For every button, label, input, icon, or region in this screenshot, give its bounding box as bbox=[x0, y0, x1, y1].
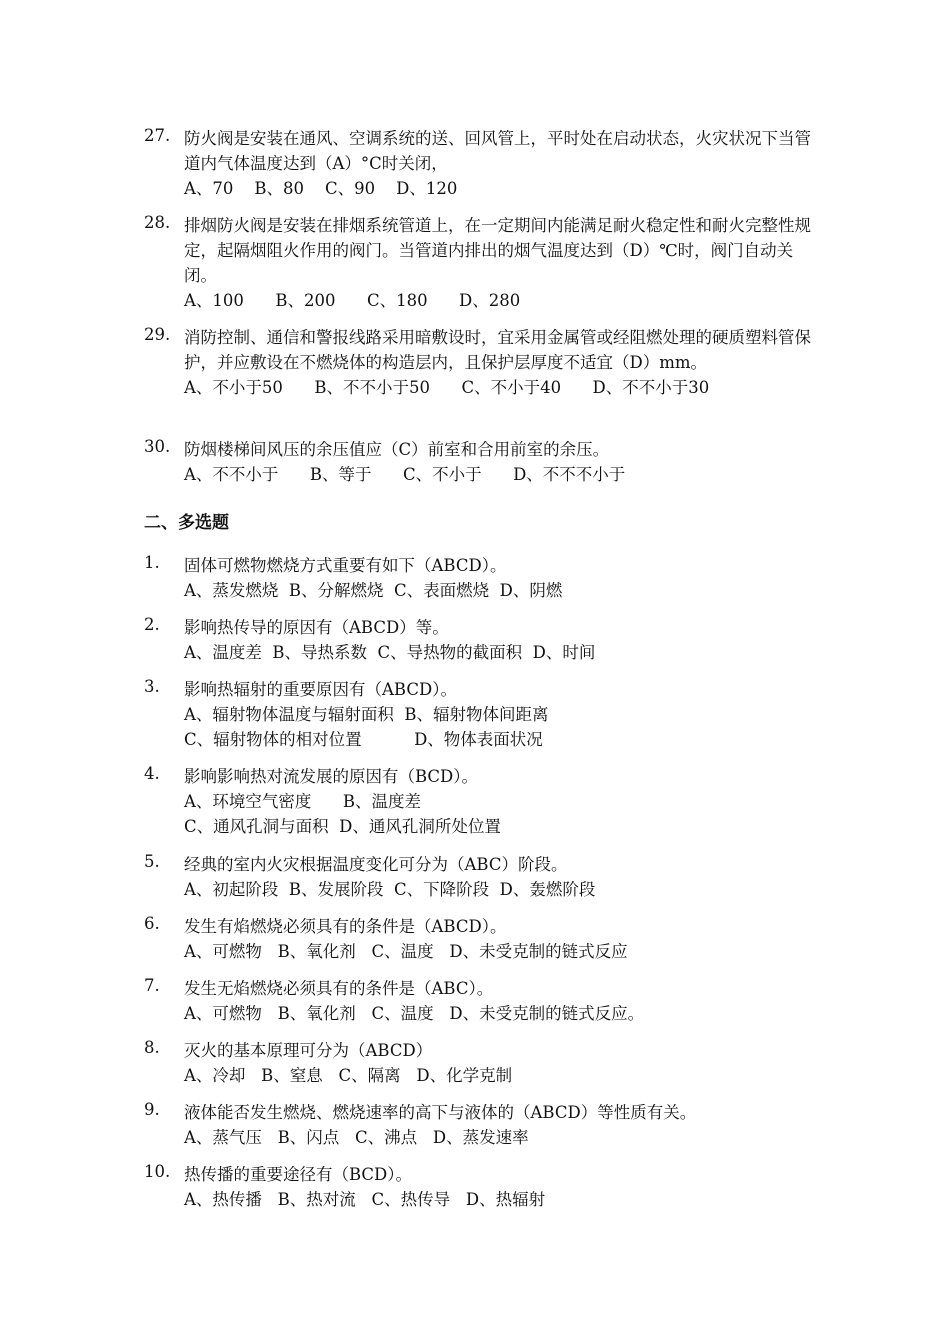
question-number: 9. bbox=[144, 1100, 160, 1119]
question-text: 消防控制、通信和警报线路采用暗敷设时，宜采用金属管或经阻燃处理的硬质塑料管保护，并应敷设在不燃烧体的构造层内，且保护层厚度不适宜（D）mm。 bbox=[184, 328, 811, 372]
question-text: 发生无焰燃烧必须具有的条件是（ABC）。 bbox=[184, 979, 494, 998]
question-options: A、70 B、80 C、90 D、120 bbox=[184, 179, 458, 198]
question-text: 发生有焰燃烧必须具有的条件是（ABCD）。 bbox=[184, 917, 507, 936]
question-number: 7. bbox=[144, 976, 160, 995]
question-text: 液体能否发生燃烧、燃烧速率的高下与液体的（ABCD）等性质有关。 bbox=[184, 1103, 697, 1122]
question-number: 5. bbox=[144, 852, 160, 871]
question-number: 10. bbox=[144, 1162, 171, 1181]
multi-question-3 bbox=[144, 677, 824, 752]
question-options: A、初起阶段 B、发展阶段 C、下降阶段 D、轰燃阶段 bbox=[184, 880, 596, 899]
question-options: A、热传播 B、热对流 C、热传导 D、热辐射 bbox=[184, 1190, 546, 1209]
multi-question-1 bbox=[144, 553, 824, 603]
question-options: A、不小于50 B、不不小于50 C、不小于40 D、不不小于30 bbox=[184, 378, 710, 397]
multi-question-5 bbox=[144, 852, 824, 902]
question-options: C、通风孔洞与面积 D、通风孔洞所处位置 bbox=[184, 817, 501, 836]
question-number: 2. bbox=[144, 615, 160, 634]
question-options: A、蒸发燃烧 B、分解燃烧 C、表面燃烧 D、阴燃 bbox=[184, 581, 563, 600]
question-options: C、辐射物体的相对位置 D、物体表面状况 bbox=[184, 730, 543, 749]
question-number: 30. bbox=[144, 437, 171, 456]
question-options: A、冷却 B、窒息 C、隔离 D、化学克制 bbox=[184, 1066, 513, 1085]
question-text: 灭火的基本原理可分为（ABCD） bbox=[184, 1041, 433, 1060]
question-options: A、环境空气密度 B、温度差 bbox=[184, 792, 422, 811]
question-text: 防火阀是安装在通风、空调系统的送、回风管上，平时处在启动状态，火灾状况下当管道内气体温度达到（A）°C时关闭， bbox=[184, 129, 811, 173]
multi-question-2 bbox=[144, 615, 824, 665]
question-text: 固体可燃物燃烧方式重要有如下（ABCD）。 bbox=[184, 556, 507, 575]
question-number: 1. bbox=[144, 553, 160, 572]
question-number: 8. bbox=[144, 1038, 160, 1057]
question-options: A、不不小于 B、等于 C、不小于 D、不不不小于 bbox=[184, 465, 626, 484]
multi-question-9 bbox=[144, 1100, 824, 1150]
section-heading: 二、多选题 bbox=[144, 513, 229, 533]
question-text: 影响影响热对流发展的原因有（BCD）。 bbox=[184, 767, 479, 786]
question-text: 影响热辐射的重要原因有（ABCD）。 bbox=[184, 680, 457, 699]
multi-question-4 bbox=[144, 764, 824, 839]
question-number: 29. bbox=[144, 325, 171, 344]
question-text: 防烟楼梯间风压的余压值应（C）前室和合用前室的余压。 bbox=[184, 440, 610, 459]
question-30 bbox=[144, 437, 824, 487]
question-number: 3. bbox=[144, 677, 160, 696]
question-options: A、温度差 B、导热系数 C、导热物的截面积 D、时间 bbox=[184, 643, 596, 662]
multi-question-6 bbox=[144, 914, 824, 964]
multi-question-10 bbox=[144, 1162, 824, 1212]
question-number: 27. bbox=[144, 126, 171, 145]
question-28 bbox=[144, 213, 824, 313]
multi-question-8 bbox=[144, 1038, 824, 1088]
question-text: 热传播的重要途径有（BCD）。 bbox=[184, 1165, 413, 1184]
question-options: A、辐射物体温度与辐射面积 B、辐射物体间距离 bbox=[184, 705, 549, 724]
question-text: 经典的室内火灾根据温度变化可分为（ABC）阶段。 bbox=[184, 855, 568, 874]
question-number: 4. bbox=[144, 764, 160, 783]
question-number: 28. bbox=[144, 213, 171, 232]
question-options: A、100 B、200 C、180 D、280 bbox=[184, 291, 521, 310]
question-options: A、可燃物 B、氧化剂 C、温度 D、未受克制的链式反应 bbox=[184, 942, 628, 961]
question-options: A、蒸气压 B、闪点 C、沸点 D、蒸发速率 bbox=[184, 1128, 529, 1147]
question-text: 影响热传导的原因有（ABCD）等。 bbox=[184, 618, 449, 637]
multi-question-7 bbox=[144, 976, 824, 1026]
question-text: 排烟防火阀是安装在排烟系统管道上，在一定期间内能满足耐火稳定性和耐火完整性规定，起隔烟阻火作用的阀门。当管道内排出的烟气温度达到（D）℃时，阀门自动关闭。 bbox=[184, 216, 811, 285]
question-27 bbox=[144, 126, 824, 201]
question-29 bbox=[144, 325, 824, 400]
question-number: 6. bbox=[144, 914, 160, 933]
question-options: A、可燃物 B、氧化剂 C、温度 D、未受克制的链式反应。 bbox=[184, 1004, 645, 1023]
